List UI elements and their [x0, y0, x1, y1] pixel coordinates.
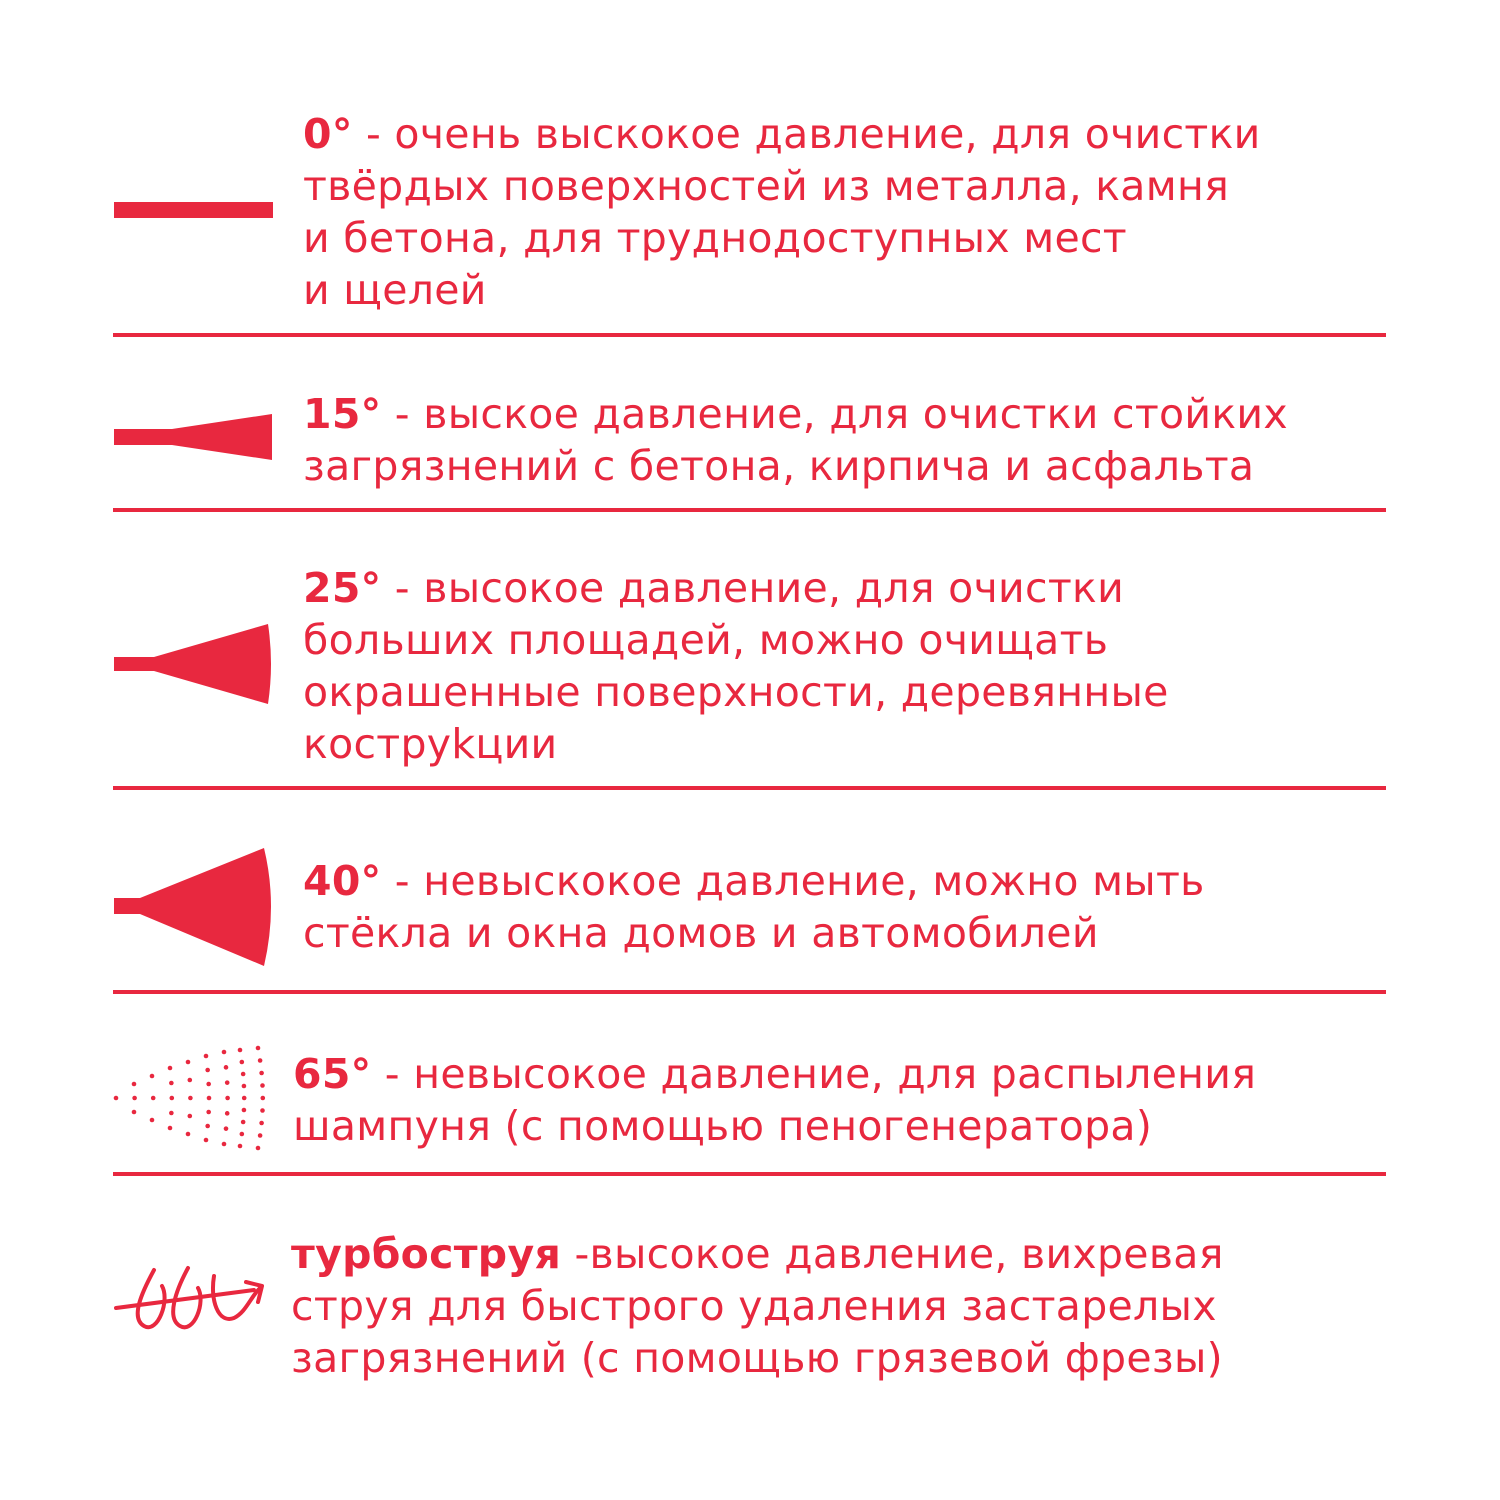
item-angle: турбоструя [291, 1230, 562, 1278]
item-65-degree [293, 1048, 1256, 1152]
spray-dot [168, 1126, 173, 1131]
spray-dot [168, 1066, 173, 1071]
spray-dot [238, 1048, 243, 1053]
item-description: загрязнений (с помощью грязевой фрезы) [291, 1334, 1223, 1382]
spray-dot [222, 1142, 227, 1147]
spray-dot [186, 1060, 191, 1065]
spray-dot [204, 1054, 209, 1059]
spray-dot [222, 1050, 227, 1055]
item-angle: 15° [303, 390, 382, 438]
spray-dot [242, 1108, 247, 1113]
spray-dot [186, 1132, 191, 1137]
item-description: больших площадей, можно очищать [303, 616, 1109, 664]
item-15-degree [303, 388, 1288, 492]
item-25-degree [303, 562, 1169, 770]
item-description: шампуня (с помощью пеногенератора) [293, 1102, 1153, 1150]
spray-dot [169, 1111, 174, 1116]
item-description: - невысокое давление, для распыления [371, 1050, 1257, 1098]
spray-dot [261, 1096, 266, 1101]
jet-25-degree-icon [114, 622, 274, 706]
item-angle: 0° [303, 110, 353, 158]
spray-dot [188, 1096, 193, 1101]
spray-dot [151, 1096, 156, 1101]
spray-dot [169, 1081, 174, 1086]
spray-dot [205, 1124, 210, 1129]
spray-dot [260, 1108, 265, 1113]
item-description: окрашенные поверхности, деревянные [303, 668, 1169, 716]
item-description: -высокое давление, вихревая [561, 1230, 1224, 1278]
spray-dot [238, 1144, 243, 1149]
spray-dot [258, 1058, 263, 1063]
spray-dot [206, 1082, 211, 1087]
spray-dot [132, 1082, 137, 1087]
item-description: загрязнений с бетона, кирпича и асфальта [303, 442, 1255, 490]
item-description: - высокое давление, для очистки [381, 564, 1125, 612]
spray-dot [207, 1096, 212, 1101]
spray-dot [225, 1096, 230, 1101]
spray-dot [170, 1096, 175, 1101]
divider [113, 990, 1386, 994]
jet-0-degree-icon [114, 202, 274, 220]
spray-dot [206, 1110, 211, 1115]
item-description: стёкла и окна домов и автомобилей [303, 909, 1099, 957]
spray-dot [225, 1080, 230, 1085]
spray-dot [242, 1096, 247, 1101]
item-description: и бетона, для труднодоступных мест [303, 214, 1127, 262]
spray-dot [132, 1096, 137, 1101]
spray-dot [242, 1084, 247, 1089]
jet-40-degree-icon [114, 846, 274, 968]
spray-dot [258, 1133, 263, 1138]
item-description: - очень выскокое давление, для очистки [352, 110, 1261, 158]
spray-dot [114, 1096, 119, 1101]
item-angle: 65° [293, 1050, 372, 1098]
spray-dot [256, 1146, 261, 1151]
spray-dot [256, 1046, 261, 1051]
spray-dot [224, 1126, 229, 1131]
spray-dot [132, 1110, 137, 1115]
divider [113, 333, 1386, 337]
spray-dot [260, 1083, 265, 1088]
spray-dot [241, 1120, 246, 1125]
item-description: и щелей [303, 266, 487, 314]
spray-dot [188, 1114, 193, 1119]
spray-dot [259, 1121, 264, 1126]
spray-dot [150, 1074, 155, 1079]
item-description: коструkции [303, 720, 558, 768]
item-40-degree [303, 855, 1205, 959]
item-description: струя для быстрого удаления застарелых [291, 1282, 1217, 1330]
item-description: твёрдых поверхностей из металла, камня [303, 162, 1230, 210]
divider [113, 1172, 1386, 1176]
item-description: - невыскокое давление, можно мыть [381, 857, 1205, 905]
spray-dot [225, 1111, 230, 1116]
spray-dot [188, 1078, 193, 1083]
item-angle: 25° [303, 564, 382, 612]
item-description: - выское давление, для очистки стойких [381, 390, 1288, 438]
item-turbo-jet [291, 1228, 1224, 1384]
spray-dot [150, 1118, 155, 1123]
item-angle: 40° [303, 857, 382, 905]
item-0-degree [303, 108, 1261, 316]
spray-dot [204, 1138, 209, 1143]
spray-dot [240, 1132, 245, 1137]
turbo-jet-icon [114, 1262, 270, 1342]
spray-dot [205, 1068, 210, 1073]
spray-dot [241, 1072, 246, 1077]
spray-dot [240, 1060, 245, 1065]
divider [113, 786, 1386, 790]
spray-65-degree-icon [112, 1046, 272, 1150]
jet-15-degree-icon [114, 412, 274, 462]
divider [113, 508, 1386, 512]
spray-dot [259, 1071, 264, 1076]
spray-dot [224, 1065, 229, 1070]
